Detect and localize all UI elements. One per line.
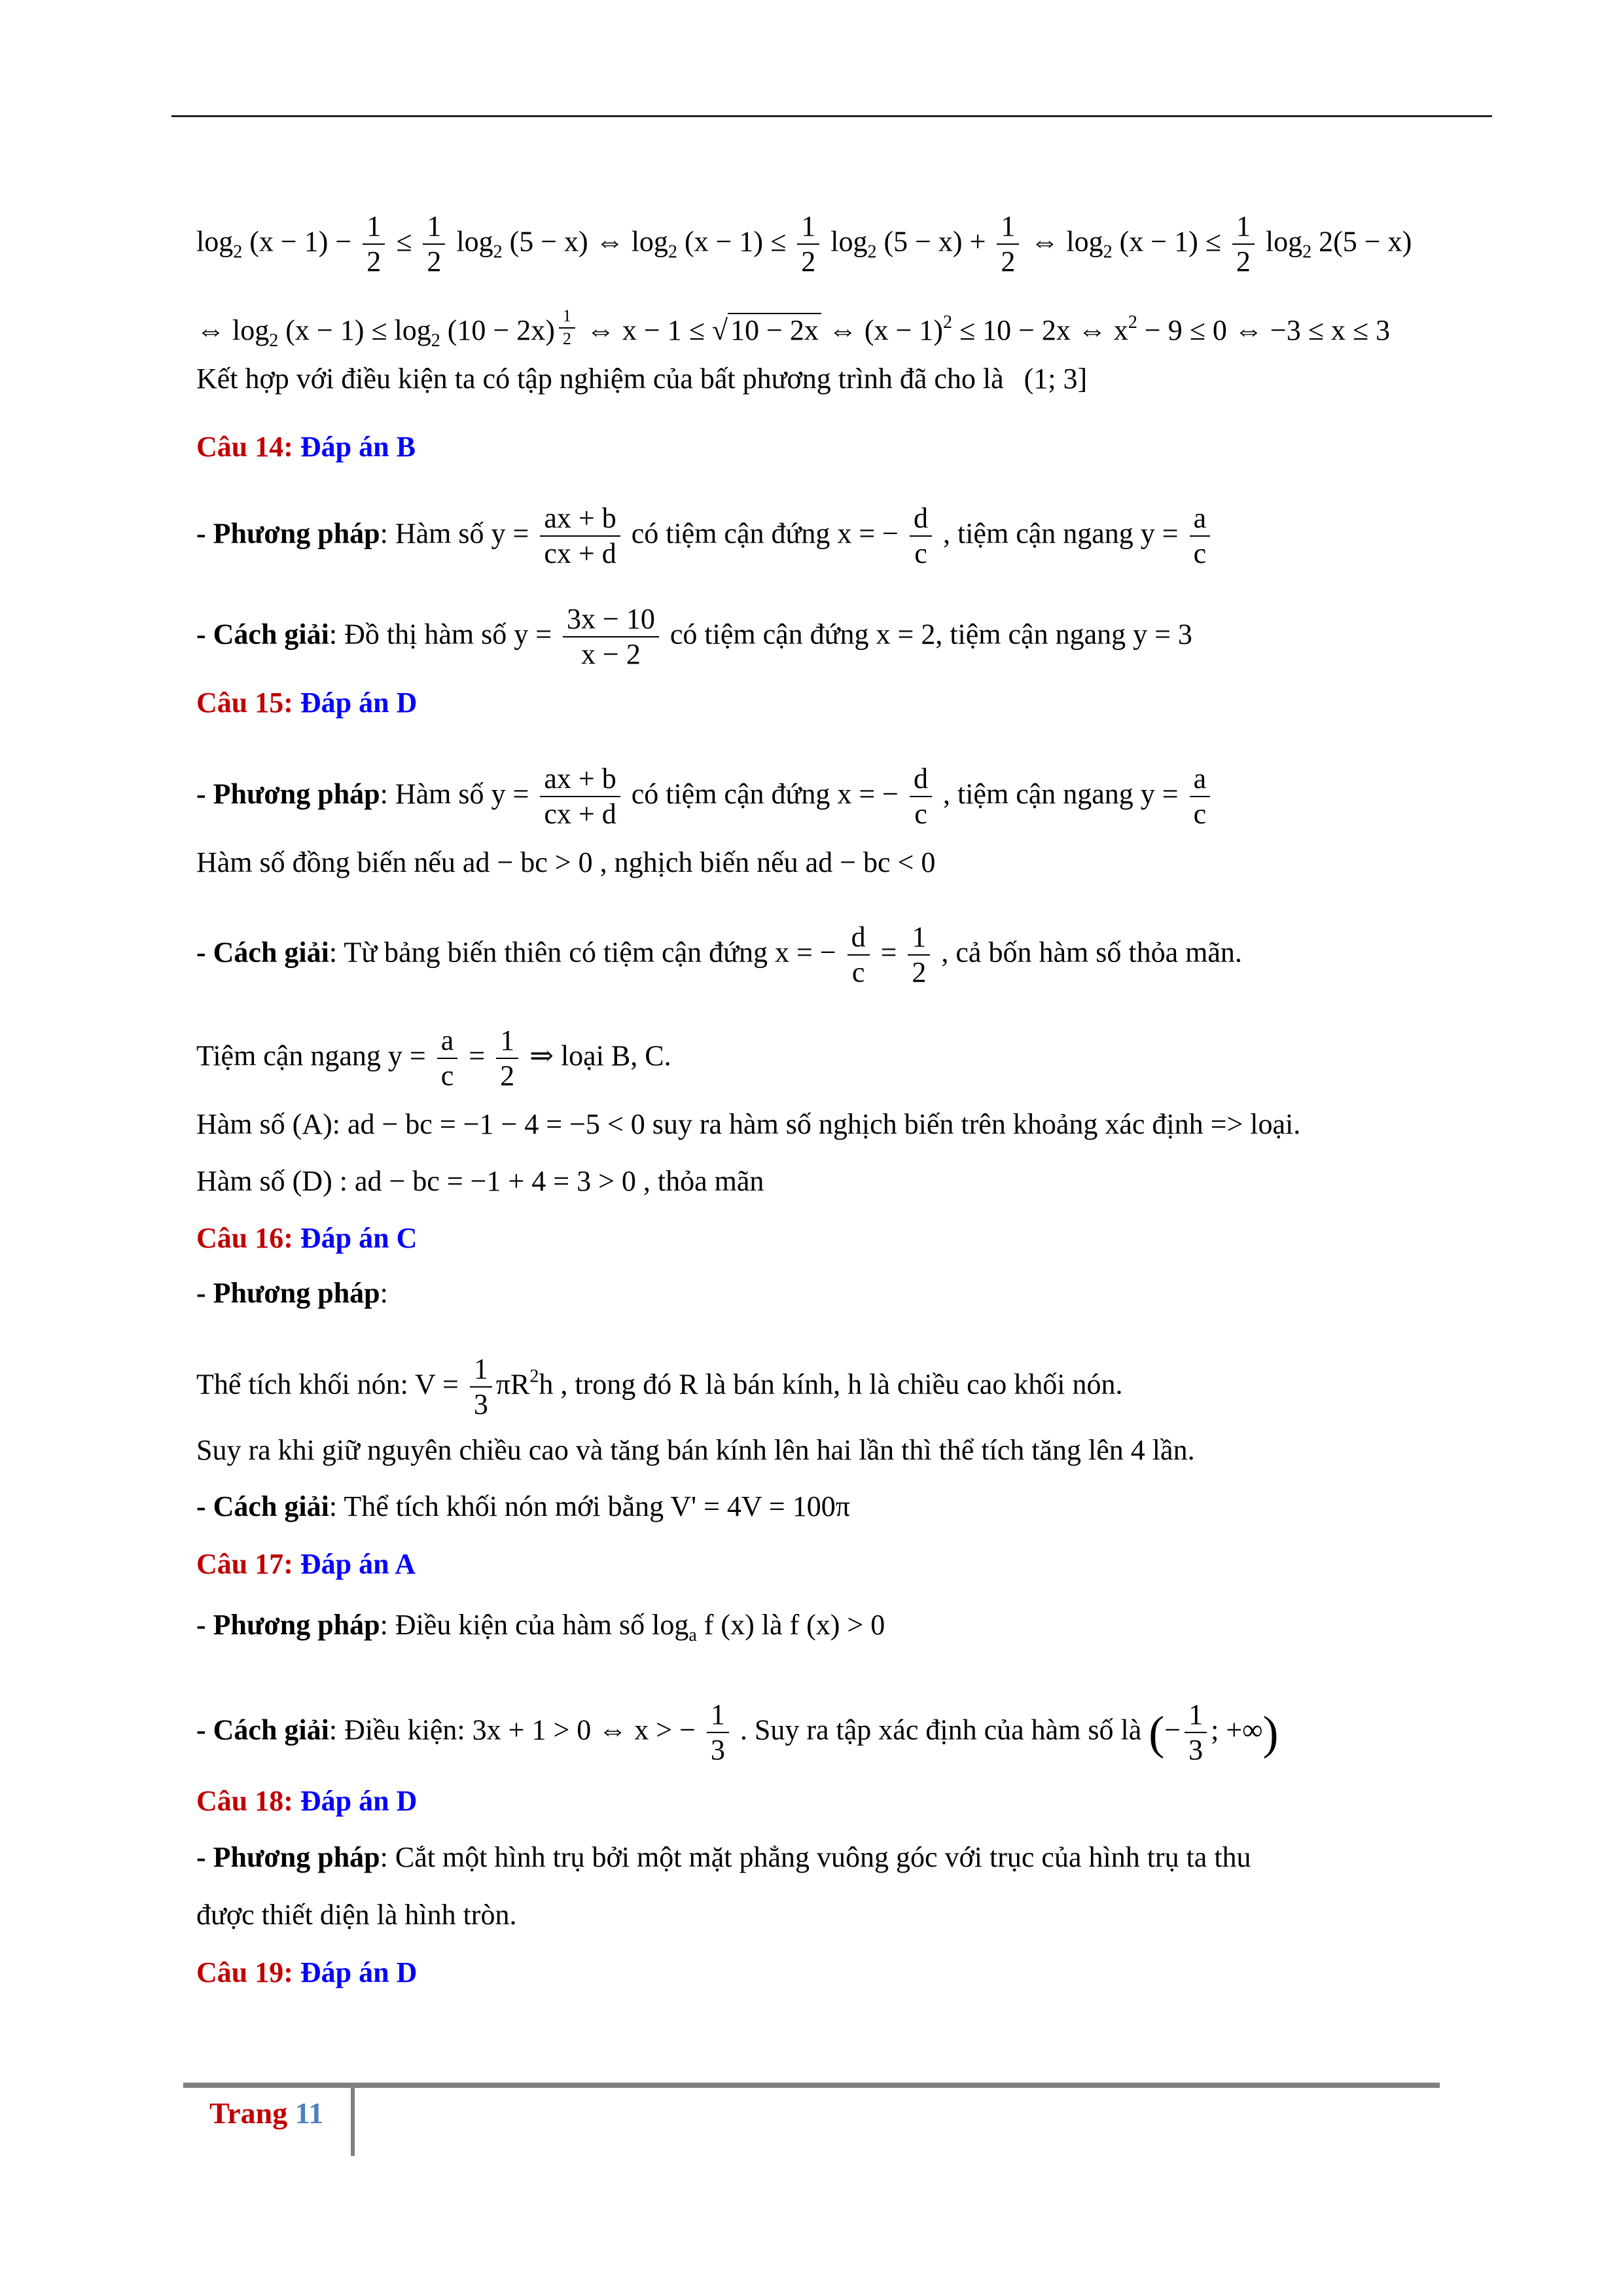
fraction: $\frac{1}{2}$ <box>363 211 385 278</box>
q18-method-line-2: được thiết diện là hình tròn. <box>196 1899 517 1931</box>
fraction: $\frac{1}{2}$ <box>908 922 930 989</box>
equation-line-1: $\log_2 (x - 1)$ − $\frac{1}{2}$ ≤ $\frac{1}{2}$ $\log_2 (5 - x)$ ⇔ $\log_2 (x - 1)$ ≤ $\frac{1}{2}$ $\log_2 (5 - x)$ + $\frac{1}{2}$ ⇔ $\log_2 (x - 1)$ ≤ $\frac{1}{2}$ $\log_2 2(5 - x)$ <box>196 210 1412 278</box>
fraction: $\frac{1}{2}$ <box>997 211 1019 278</box>
footer-divider <box>351 2083 355 2156</box>
q15-solution: - Cách giải: Từ bảng biến thiên có tiệm cận đứng x = − $\frac{d}{c}$ = $\frac{1}{2}$ , cả bốn hàm số thỏa mãn. <box>196 921 1242 989</box>
q17-method: - Phương pháp: Điều kiện của hàm số $\log_a f$ (x) là f (x) > 0 <box>196 1609 885 1645</box>
q15-function-d: Hàm số (D) : ad − bc = −1 + 4 = 3 > 0 , thỏa mãn <box>196 1165 764 1197</box>
footer-rule <box>183 2083 1440 2088</box>
fraction: $\frac{1}{2}$ <box>496 1025 518 1092</box>
fraction: $\frac{1}{3}$ <box>1185 1699 1207 1767</box>
q15-horizontal-asymptote: Tiệm cận ngang y = $\frac{a}{c}$ = $\frac{1}{2}$ ⇒ loại B, C. <box>196 1024 671 1092</box>
q17-solution: - Cách giải: Điều kiện: 3x + 1 > 0 ⇔ x > − $\frac{1}{3}$ . Suy ra tập xác định của hàm số là (− $\frac{1}{3}$ ; +∞) <box>196 1698 1279 1767</box>
fraction: $\frac{a}{c}$ <box>437 1025 458 1092</box>
fraction: $\frac{ax + b}{cx + d}$ <box>540 763 620 831</box>
q16-increase: Suy ra khi giữ nguyên chiều cao và tăng bán kính lên hai lần thì thể tích tăng lên 4 lần. <box>196 1434 1195 1466</box>
question-17-heading: Câu 17: Đáp án A <box>196 1548 416 1580</box>
fraction: $\frac{1}{2}$ <box>423 211 445 278</box>
fraction: $\frac{d}{c}$ <box>910 503 932 570</box>
fraction: $\frac{1}{2}$ <box>1232 211 1255 278</box>
fraction: $\frac{ax + b}{cx + d}$ <box>540 503 620 570</box>
question-15-heading: Câu 15: Đáp án D <box>196 687 418 719</box>
page-number: Trang 11 <box>209 2096 324 2130</box>
fraction: $\frac{1}{3}$ <box>707 1699 729 1767</box>
q16-solution: - Cách giải: Thể tích khối nón mới bằng V' = 4V = 100π <box>196 1490 850 1522</box>
fraction: $\frac{a}{c}$ <box>1190 763 1211 831</box>
fraction: $\frac{d}{c}$ <box>910 763 932 831</box>
question-18-heading: Câu 18: Đáp án D <box>196 1785 418 1817</box>
q16-method: - Phương pháp: <box>196 1277 388 1309</box>
exponent-fraction: $\frac{1}{2}$ <box>559 307 575 348</box>
q14-method: - Phương pháp: Hàm số y = $\frac{ax + b}{cx + d}$ có tiệm cận đứng x = − $\frac{d}{c}$ , tiệm cận ngang y = $\frac{a}{c}$ <box>196 503 1214 570</box>
question-19-heading: Câu 19: Đáp án D <box>196 1956 418 1988</box>
q18-method-line-1: - Phương pháp: Cắt một hình trụ bởi một mặt phẳng vuông góc với trục của hình trụ ta thu <box>196 1841 1251 1873</box>
solution-interval: (1; 3] <box>1024 363 1088 395</box>
fraction: $\frac{1}{3}$ <box>470 1354 492 1421</box>
question-14-heading: Câu 14: Đáp án B <box>196 431 416 463</box>
fraction: $\frac{a}{c}$ <box>1190 503 1211 570</box>
conclusion-line: Kết hợp với điều kiện ta có tập nghiệm của bất phương trình đã cho là (1; 3] <box>196 363 1088 395</box>
q16-volume-formula: Thể tích khối nón: V = $\frac{1}{3}$ $\pi R^2h$ , trong đó R là bán kính, h là chiều cao khối nón. <box>196 1353 1123 1421</box>
fraction: $\frac{3x - 10}{x - 2}$ <box>563 603 659 671</box>
question-16-heading: Câu 16: Đáp án C <box>196 1222 418 1254</box>
q15-monotone: Hàm số đồng biến nếu ad − bc > 0 , nghịch biến nếu ad − bc < 0 <box>196 846 936 878</box>
sqrt-content: 10 − 2x <box>728 313 821 346</box>
header-rule <box>171 115 1492 117</box>
q14-solution: - Cách giải: Đồ thị hàm số y = $\frac{3x - 10}{x - 2}$ có tiệm cận đứng x = 2, tiệm cận ngang y = 3 <box>196 603 1192 671</box>
q15-function-a: Hàm số (A): ad − bc = −1 − 4 = −5 < 0 suy ra hàm số nghịch biến trên khoảng xác định => loại. <box>196 1108 1301 1140</box>
q15-method: - Phương pháp: Hàm số y = $\frac{ax + b}{cx + d}$ có tiệm cận đứng x = − $\frac{d}{c}$ , tiệm cận ngang y = $\frac{a}{c}$ <box>196 763 1214 831</box>
fraction: $\frac{d}{c}$ <box>847 922 870 989</box>
fraction: $\frac{1}{2}$ <box>797 211 819 278</box>
equation-line-2: ⇔ $\log_2 (x - 1) \le \log_2 (10 - 2x)$ $\frac{1}{2}$ ⇔ x − 1 ≤ √10 − 2x ⇔ $(x - 1)^2 \le 10 - 2x$ ⇔ $x^2 - 9 \le 0$ ⇔ −3 ≤ x ≤ 3 <box>196 306 1390 351</box>
